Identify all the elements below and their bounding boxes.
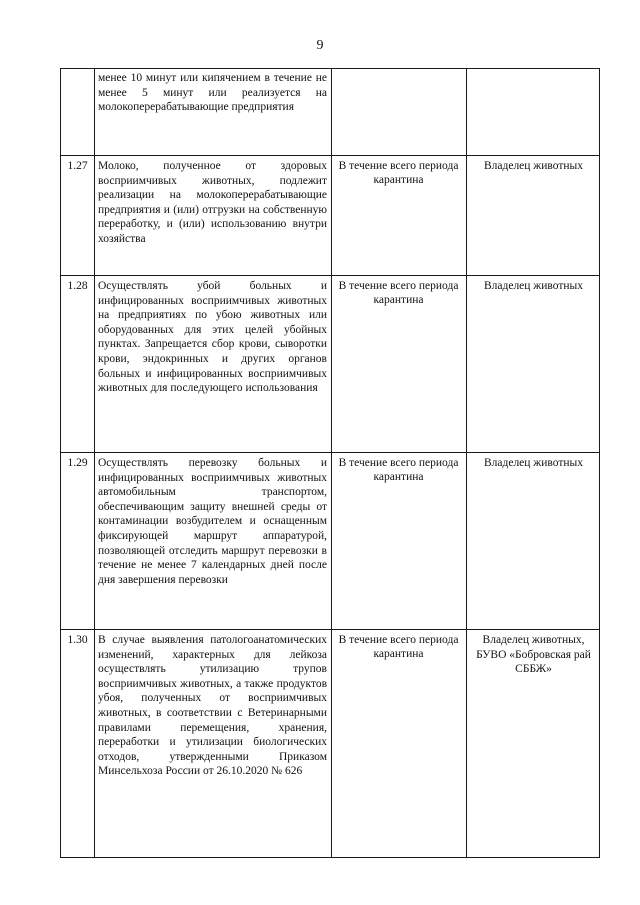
term-text: В течение всего периода карантина: [338, 160, 459, 186]
row-number: 1.28: [67, 280, 88, 292]
table-row: [61, 629, 599, 857]
table-row: [61, 69, 599, 155]
responsible-text: Владелец животных, БУВО «Бобровская рай СББЖ»: [476, 634, 591, 676]
responsible-text: Владелец животных: [483, 280, 584, 292]
term-text: В течение всего периода карантина: [338, 280, 459, 306]
measure-text: Осуществлять убой больных и инфицированных восприимчивых животных на предприятиях по убою животных или оборудованных для этих целей убойных пунктах. Запрещается сбор крови, сыворотки крови, эндокринных и других органов больных и инфицированных восприимчивых животных для последующего использования: [98, 280, 327, 395]
table-row: [61, 155, 599, 275]
term-text: В течение всего периода карантина: [338, 634, 459, 660]
measure-text: Молоко, полученное от здоровых восприимчивых животных, подлежит реализации на молокоперерабатывающие предприятия и (или) отгрузки на собственную переработку, и (или) использованию внутри хозяйства: [98, 160, 327, 245]
row-number: 1.29: [67, 457, 88, 469]
measure-text: Осуществлять перевозку больных и инфицированных восприимчивых животных автомобильным транспортом, обеспечивающим защиту внешней среды от контаминации возбудителем и оснащенным фиксирующей маршрут аппаратурой, позволяющей отследить маршрут перевозки в течение не менее 7 календарных дней после дня завершения перевозки: [98, 457, 327, 586]
row-number: 1.30: [67, 634, 88, 646]
table-row: [61, 452, 599, 629]
page-number: 9: [316, 38, 324, 53]
term-text: В течение всего периода карантина: [338, 457, 459, 483]
measure-text: менее 10 минут или кипячением в течение не менее 5 минут или реализуется на молокоперерабатывающие предприятия: [98, 72, 327, 114]
table-row: [61, 275, 599, 452]
responsible-text: Владелец животных: [483, 160, 584, 172]
responsible-text: Владелец животных: [483, 457, 584, 469]
measure-text: В случае выявления патологоанатомических изменений, характерных для лейкоза осуществлять утилизацию трупов восприимчивых животных, а также продуктов убоя, полученных от восприимчивых животных, в соответствии с Ветеринарными правилами перемещения, хранения, переработки и утилизации биологических отходов, утвержденными Приказом Минсельхоза России от 26.10.2020 № 626: [98, 634, 327, 778]
row-number: 1.27: [67, 160, 88, 172]
measures-table: [60, 68, 600, 858]
